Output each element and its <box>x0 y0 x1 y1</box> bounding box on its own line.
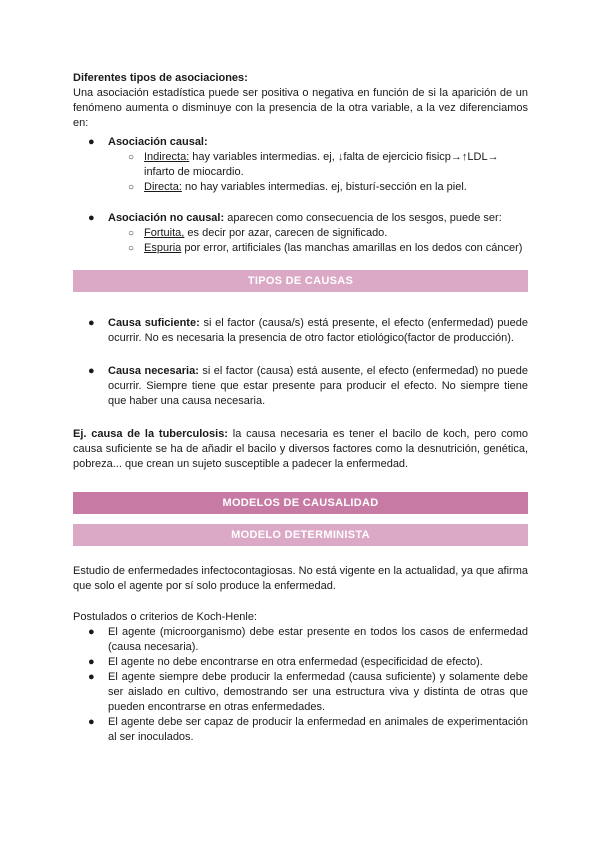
espuria-label: Espuria <box>144 242 182 254</box>
intro-text: Una asociación estadística puede ser positiva o negativa en función de si la aparición de un fenómeno aumenta o disminuye con la presencia de la otra variable, a la vez diferenciamos en: <box>73 87 528 129</box>
fortuita-text: es decir por azar, carecen de significado. <box>184 227 388 239</box>
fortuita-label: Fortuita, <box>144 227 185 239</box>
postulado-item: ● El agente no debe encontrarse en otra enfermedad (especificidad de efecto). <box>88 656 483 668</box>
causa-necesaria-item: ● Causa necesaria: si el factor (causa) está ausente, el efecto (enfermedad) no puede ocurrir. Siempre tiene que estar presente para producir el efecto. No siempre tiene que haber una causa necesaria. <box>88 365 528 407</box>
section-header-modelos-de-causalidad: MODELOS DE CAUSALIDAD <box>73 492 528 514</box>
bullet-icon: ● <box>88 212 95 224</box>
postulados-title: Postulados o criterios de Koch-Henle: <box>73 611 258 623</box>
circle-bullet-icon: ○ <box>128 228 135 239</box>
bullet-icon: ● <box>88 656 95 668</box>
circle-bullet-icon: ○ <box>128 152 135 163</box>
postulado-item: ● El agente debe ser capaz de producir la enfermedad en animales de experimentación al ser inoculados. <box>88 716 528 743</box>
determinista-text: Estudio de enfermedades infectocontagiosas. No está vigente en la actualidad, ya que afirma que solo el agente por sí solo produce la enfermedad. <box>73 565 528 592</box>
espuria-item <box>73 241 528 256</box>
indirect-text: hay variables intermedias. ej, ↓falta de ejercicio fisicp→↑LDL→ infarto de miocardio. <box>144 151 499 178</box>
bullet-icon: ● <box>88 671 95 683</box>
circle-bullet-icon: ○ <box>128 182 135 193</box>
postulado-item: ● El agente siempre debe producir la enfermedad (causa suficiente) y solamente debe ser aislado en cultivo, demostrando ser una estructura viva y distinta de otras que pueden encontrarse en otras enfermedades. <box>88 671 528 713</box>
bullet-icon: ● <box>88 716 95 728</box>
bullet-icon: ● <box>88 317 95 329</box>
tuberculosis-example: Ej. causa de la tuberculosis: la causa necesaria es tener el bacilo de koch, pero como causa suficiente se ha de añadir el bacilo y diversos factores como la desnutrición, genética, pobreza... que crean un sujeto susceptible a padecer la enfermedad. <box>73 428 528 470</box>
association-list <box>73 135 528 256</box>
fortuita-item <box>73 226 528 241</box>
causas-list <box>73 316 528 409</box>
bullet-icon: ● <box>88 136 95 148</box>
direct-text: no hay variables intermedias. ej, bisturí-sección en la piel. <box>181 181 467 193</box>
bullet-icon: ● <box>88 365 95 377</box>
document-page <box>73 71 528 745</box>
direct-label: Directa: <box>144 181 182 193</box>
indirect-label: Indirecta: <box>144 151 190 163</box>
indirect-item <box>73 150 528 180</box>
direct-item <box>73 180 528 195</box>
intro-heading: Diferentes tipos de asociaciones: <box>73 72 248 84</box>
causal-association-item: ● Asociación causal: <box>88 136 208 148</box>
espuria-text: por error, artificiales (las manchas amarillas en los dedos con cáncer) <box>181 242 523 254</box>
circle-bullet-icon: ○ <box>128 243 135 254</box>
postulados-list <box>73 625 528 745</box>
section-header-tipos-de-causas: TIPOS DE CAUSAS <box>73 270 528 292</box>
noncausal-association-item: ● Asociación no causal: aparecen como consecuencia de los sesgos, puede ser: <box>88 212 502 224</box>
causa-suficiente-item: ● Causa suficiente: si el factor (causa/s) está presente, el efecto (enfermedad) puede ocurrir. No es necesaria la presencia de otro factor etiológico(factor de producción). <box>88 317 528 344</box>
bullet-icon: ● <box>88 626 95 638</box>
postulado-item: ● El agente (microorganismo) debe estar presente en todos los casos de enfermedad (causa necesaria). <box>88 626 528 653</box>
section-header-modelo-determinista: MODELO DETERMINISTA <box>73 524 528 546</box>
